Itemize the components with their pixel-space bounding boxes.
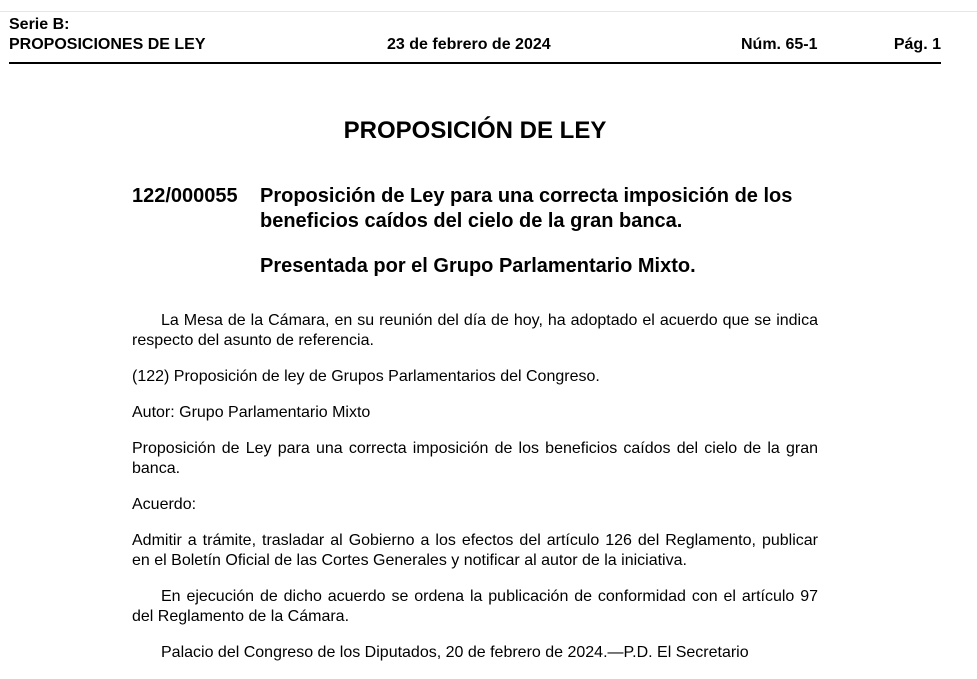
top-divider	[0, 11, 977, 12]
paragraph-4: Proposición de Ley para una correcta imposición de los beneficios caídos del cielo de la gran banca.	[132, 440, 818, 477]
issue-number: Núm. 65-1	[741, 36, 818, 53]
paragraph-6: Admitir a trámite, trasladar al Gobierno a los efectos del artículo 126 del Reglamento, publicar en el Boletín Oficial de las Cortes Generales y notificar al autor de la iniciativa.	[132, 532, 818, 569]
page-header	[9, 16, 941, 64]
publication-date: 23 de febrero de 2024	[387, 36, 551, 53]
paragraph-8: Palacio del Congreso de los Diputados, 20 de febrero de 2024.—P.D. El Secretario	[161, 644, 749, 661]
section-title: PROPOSICIONES DE LEY	[9, 36, 206, 53]
presented-by: Presentada por el Grupo Parlamentario Mixto.	[260, 255, 696, 277]
paragraph-3: Autor: Grupo Parlamentario Mixto	[132, 404, 371, 421]
document-title: PROPOSICIÓN DE LEY	[343, 117, 607, 144]
reference-number: 122/000055	[132, 185, 238, 207]
paragraph-5: Acuerdo:	[132, 496, 197, 513]
paragraph-1: La Mesa de la Cámara, en su reunión del día de hoy, ha adoptado el acuerdo que se indica respecto del asunto de referencia.	[132, 312, 818, 349]
paragraph-2: (122) Proposición de ley de Grupos Parlamentarios del Congreso.	[132, 368, 600, 385]
document-body	[132, 311, 818, 679]
reference-title: Proposición de Ley para una correcta imposición de los beneficios caídos del cielo de la gran banca.	[260, 185, 793, 232]
series-label: Serie B:	[9, 16, 70, 33]
paragraph-7: En ejecución de dicho acuerdo se ordena la publicación de conformidad con el artículo 97 del Reglamento de la Cámara.	[132, 588, 818, 625]
page-number: Pág. 1	[893, 36, 941, 53]
